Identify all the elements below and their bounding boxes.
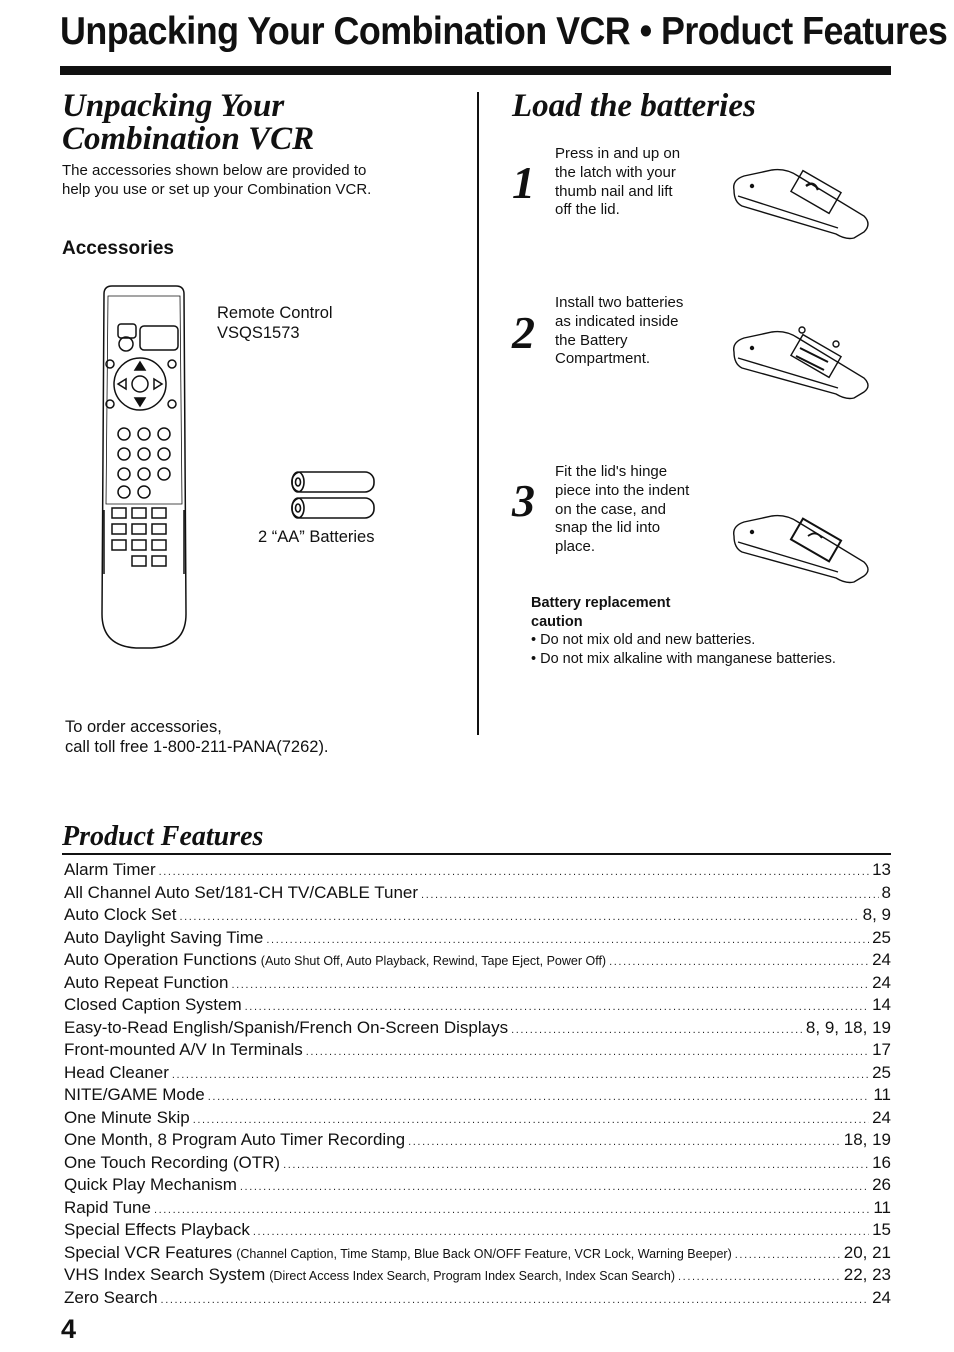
- accessories-heading: Accessories: [62, 238, 174, 259]
- step-3-line: snap the lid into: [555, 519, 661, 537]
- feature-row: [64, 1287, 891, 1310]
- feature-row: [64, 1242, 891, 1265]
- feature-row: [64, 904, 891, 927]
- step-3-line: Fit the lid's hinge: [555, 463, 668, 480]
- feature-name-text: Special Effects Playback: [64, 1220, 250, 1239]
- feature-leader-dots: [240, 1176, 869, 1199]
- remote-control-label: [217, 303, 333, 343]
- step-3-illustration: [728, 508, 874, 584]
- caution-list: [531, 631, 836, 668]
- feature-name: [64, 927, 263, 950]
- feature-name-text: One Month, 8 Program Auto Timer Recording: [64, 1130, 406, 1149]
- step-2-number: 2: [512, 307, 535, 358]
- feature-row: [64, 1174, 891, 1197]
- features-rule: [62, 853, 891, 855]
- step-1-line: the latch with your: [555, 163, 676, 181]
- feature-name: [64, 1017, 508, 1040]
- feature-row: [64, 994, 891, 1017]
- feature-detail: (Channel Caption, Time Stamp, Blue Back ON/OFF Feature, VCR Lock, Warning Beeper): [236, 1246, 732, 1261]
- remote-control-illustration: [90, 284, 200, 652]
- caution-line-1: Battery replacement: [531, 595, 671, 611]
- feature-name: [64, 882, 418, 905]
- feature-page: 8: [881, 882, 891, 902]
- feature-name-text: Closed Caption System: [64, 995, 242, 1014]
- step-3-line: place.: [555, 538, 596, 556]
- product-features-heading: Product Features: [62, 821, 264, 852]
- feature-leader-dots: [283, 1154, 869, 1177]
- feature-row: [64, 859, 891, 882]
- feature-page: 13: [872, 860, 891, 879]
- features-list: [64, 859, 891, 1309]
- feature-leader-dots: [511, 1019, 803, 1042]
- feature-page: 16: [872, 1152, 891, 1172]
- feature-page: 25: [872, 1062, 891, 1082]
- page-number: 4: [61, 1314, 77, 1344]
- remote-label-line2: VSQS1573: [217, 324, 300, 342]
- feature-leader-dots: [266, 929, 869, 952]
- feature-name-text: Auto Daylight Saving Time: [64, 927, 264, 947]
- step-3-line: on the case, and: [555, 500, 666, 518]
- feature-page: 8, 9: [862, 905, 891, 924]
- step-2-line: as indicated inside: [555, 312, 679, 330]
- feature-name-text: Special VCR Features: [64, 1242, 233, 1262]
- feature-detail: (Auto Shut Off, Auto Playback, Rewind, Tape Eject, Power Off): [260, 954, 607, 968]
- feature-name: [64, 949, 606, 973]
- step-1-illustration: [728, 166, 874, 240]
- feature-leader-dots: [208, 1086, 871, 1109]
- intro-line-2: help you use or set up your Combination VCR.: [62, 181, 372, 198]
- feature-name-text: Alarm Timer: [64, 860, 156, 879]
- feature-row: [64, 949, 891, 972]
- feature-row: [64, 1152, 891, 1175]
- feature-name: [64, 859, 156, 882]
- feature-name-text: VHS Index Search System: [64, 1265, 266, 1284]
- feature-name-text: NITE/GAME Mode: [64, 1085, 205, 1104]
- feature-leader-dots: [179, 906, 859, 929]
- feature-leader-dots: [159, 861, 869, 884]
- feature-page: 24: [872, 950, 891, 969]
- feature-row: [64, 1084, 891, 1107]
- feature-name: [64, 1152, 280, 1175]
- feature-name-text: Front-mounted A/V In Terminals: [64, 1040, 303, 1059]
- feature-name-text: Auto Repeat Function: [64, 972, 229, 992]
- batteries-label: 2 “AA” Batteries: [258, 528, 375, 546]
- feature-row: [64, 882, 891, 905]
- feature-page: 14: [872, 995, 891, 1014]
- feature-row: [64, 972, 891, 995]
- feature-leader-dots: [609, 951, 869, 974]
- feature-row: [64, 1197, 891, 1220]
- feature-name: [64, 1287, 158, 1310]
- feature-name: [64, 1264, 675, 1288]
- feature-name: [64, 1129, 405, 1152]
- feature-leader-dots: [306, 1041, 869, 1064]
- step-1-number: 1: [512, 157, 535, 208]
- feature-name: [64, 1219, 250, 1242]
- feature-leader-dots: [253, 1221, 869, 1244]
- feature-row: [64, 1264, 891, 1287]
- feature-leader-dots: [161, 1289, 870, 1312]
- feature-name: [64, 1039, 303, 1062]
- feature-page: 20, 21: [843, 1242, 891, 1262]
- feature-row: [64, 1017, 891, 1040]
- step-2-line: the Battery: [555, 331, 628, 349]
- caution-bullet: • Do not mix alkaline with manganese batteries.: [531, 650, 836, 667]
- step-2-line: Install two batteries: [555, 294, 684, 311]
- feature-leader-dots: [735, 1244, 841, 1267]
- feature-row: [64, 1039, 891, 1062]
- feature-name: [64, 904, 176, 927]
- feature-name: [64, 994, 242, 1017]
- feature-name-text: All Channel Auto Set/181-CH TV/CABLE Tuner: [64, 882, 419, 902]
- feature-page: 22, 23: [843, 1265, 891, 1284]
- feature-name-text: Auto Operation Functions: [64, 950, 257, 969]
- feature-row: [64, 1129, 891, 1152]
- feature-leader-dots: [172, 1064, 869, 1087]
- feature-leader-dots: [154, 1199, 870, 1222]
- feature-name-text: Quick Play Mechanism: [64, 1175, 237, 1194]
- order-line-2: call toll free 1-800-211-PANA(7262).: [65, 738, 329, 756]
- feature-page: 18, 19: [843, 1130, 891, 1149]
- feature-name: [64, 1197, 151, 1220]
- intro-line-1: The accessories shown below are provided to: [62, 162, 367, 179]
- feature-row: [64, 1062, 891, 1085]
- feature-name-text: Head Cleaner: [64, 1062, 169, 1082]
- feature-name-text: Easy-to-Read English/Spanish/French On-Screen Displays: [64, 1017, 509, 1037]
- step-3-text: [555, 463, 725, 557]
- feature-row: [64, 1107, 891, 1130]
- caution-line-2: caution: [531, 613, 583, 630]
- order-accessories-text: [65, 717, 329, 757]
- unpacking-heading-line1: Unpacking Your: [62, 88, 285, 124]
- feature-name-text: Rapid Tune: [64, 1197, 151, 1217]
- feature-page: 11: [873, 1085, 891, 1104]
- feature-name-text: One Touch Recording (OTR): [64, 1152, 281, 1172]
- feature-detail: (Direct Access Index Search, Program Index Search, Index Scan Search): [269, 1269, 676, 1283]
- feature-name: [64, 1174, 237, 1197]
- feature-row: [64, 927, 891, 950]
- unpacking-intro: [62, 161, 371, 199]
- feature-page: 26: [872, 1175, 891, 1194]
- order-line-1: To order accessories,: [65, 718, 222, 736]
- step-3-number: 3: [512, 475, 535, 526]
- feature-row: [64, 1219, 891, 1242]
- feature-leader-dots: [408, 1131, 841, 1154]
- step-3-line: piece into the indent: [555, 481, 690, 499]
- battery-caution-title: [531, 594, 670, 631]
- feature-name: [64, 972, 228, 995]
- step-2-text: [555, 294, 725, 369]
- feature-page: 24: [872, 1107, 891, 1127]
- feature-name-text: Zero Search: [64, 1287, 158, 1307]
- step-1-line: off the lid.: [555, 201, 620, 219]
- feature-name: [64, 1084, 205, 1107]
- step-1-text: [555, 145, 725, 220]
- feature-leader-dots: [231, 974, 869, 997]
- feature-name-text: Auto Clock Set: [64, 905, 177, 924]
- feature-page: 15: [872, 1220, 891, 1239]
- step-2-line: Compartment.: [555, 350, 651, 368]
- feature-name: [64, 1062, 169, 1085]
- feature-name: [64, 1242, 732, 1266]
- feature-leader-dots: [245, 996, 869, 1019]
- feature-page: 24: [872, 1287, 891, 1307]
- caution-bullet: • Do not mix old and new batteries.: [531, 632, 756, 648]
- feature-page: 17: [872, 1040, 891, 1059]
- feature-name: [64, 1107, 190, 1130]
- feature-page: 25: [872, 927, 891, 947]
- feature-leader-dots: [421, 884, 878, 907]
- step-1-line: thumb nail and lift: [555, 182, 673, 200]
- title-rule: [60, 66, 891, 75]
- aa-batteries-illustration: [284, 468, 380, 524]
- feature-page: 8, 9, 18, 19: [805, 1017, 891, 1037]
- feature-name-text: One Minute Skip: [64, 1107, 190, 1127]
- column-divider: [477, 92, 479, 735]
- unpacking-heading: [62, 90, 314, 156]
- step-1-line: Press in and up on: [555, 145, 681, 162]
- feature-leader-dots: [678, 1266, 841, 1289]
- step-2-illustration: [728, 322, 874, 400]
- unpacking-heading-line2: Combination VCR: [62, 121, 315, 157]
- feature-page: 11: [873, 1197, 891, 1217]
- feature-page: 24: [872, 972, 891, 992]
- load-batteries-heading: Load the batteries: [512, 88, 756, 124]
- remote-label-line1: Remote Control: [217, 304, 333, 322]
- page-title: Unpacking Your Combination VCR • Product Features: [60, 10, 948, 53]
- feature-leader-dots: [193, 1109, 869, 1132]
